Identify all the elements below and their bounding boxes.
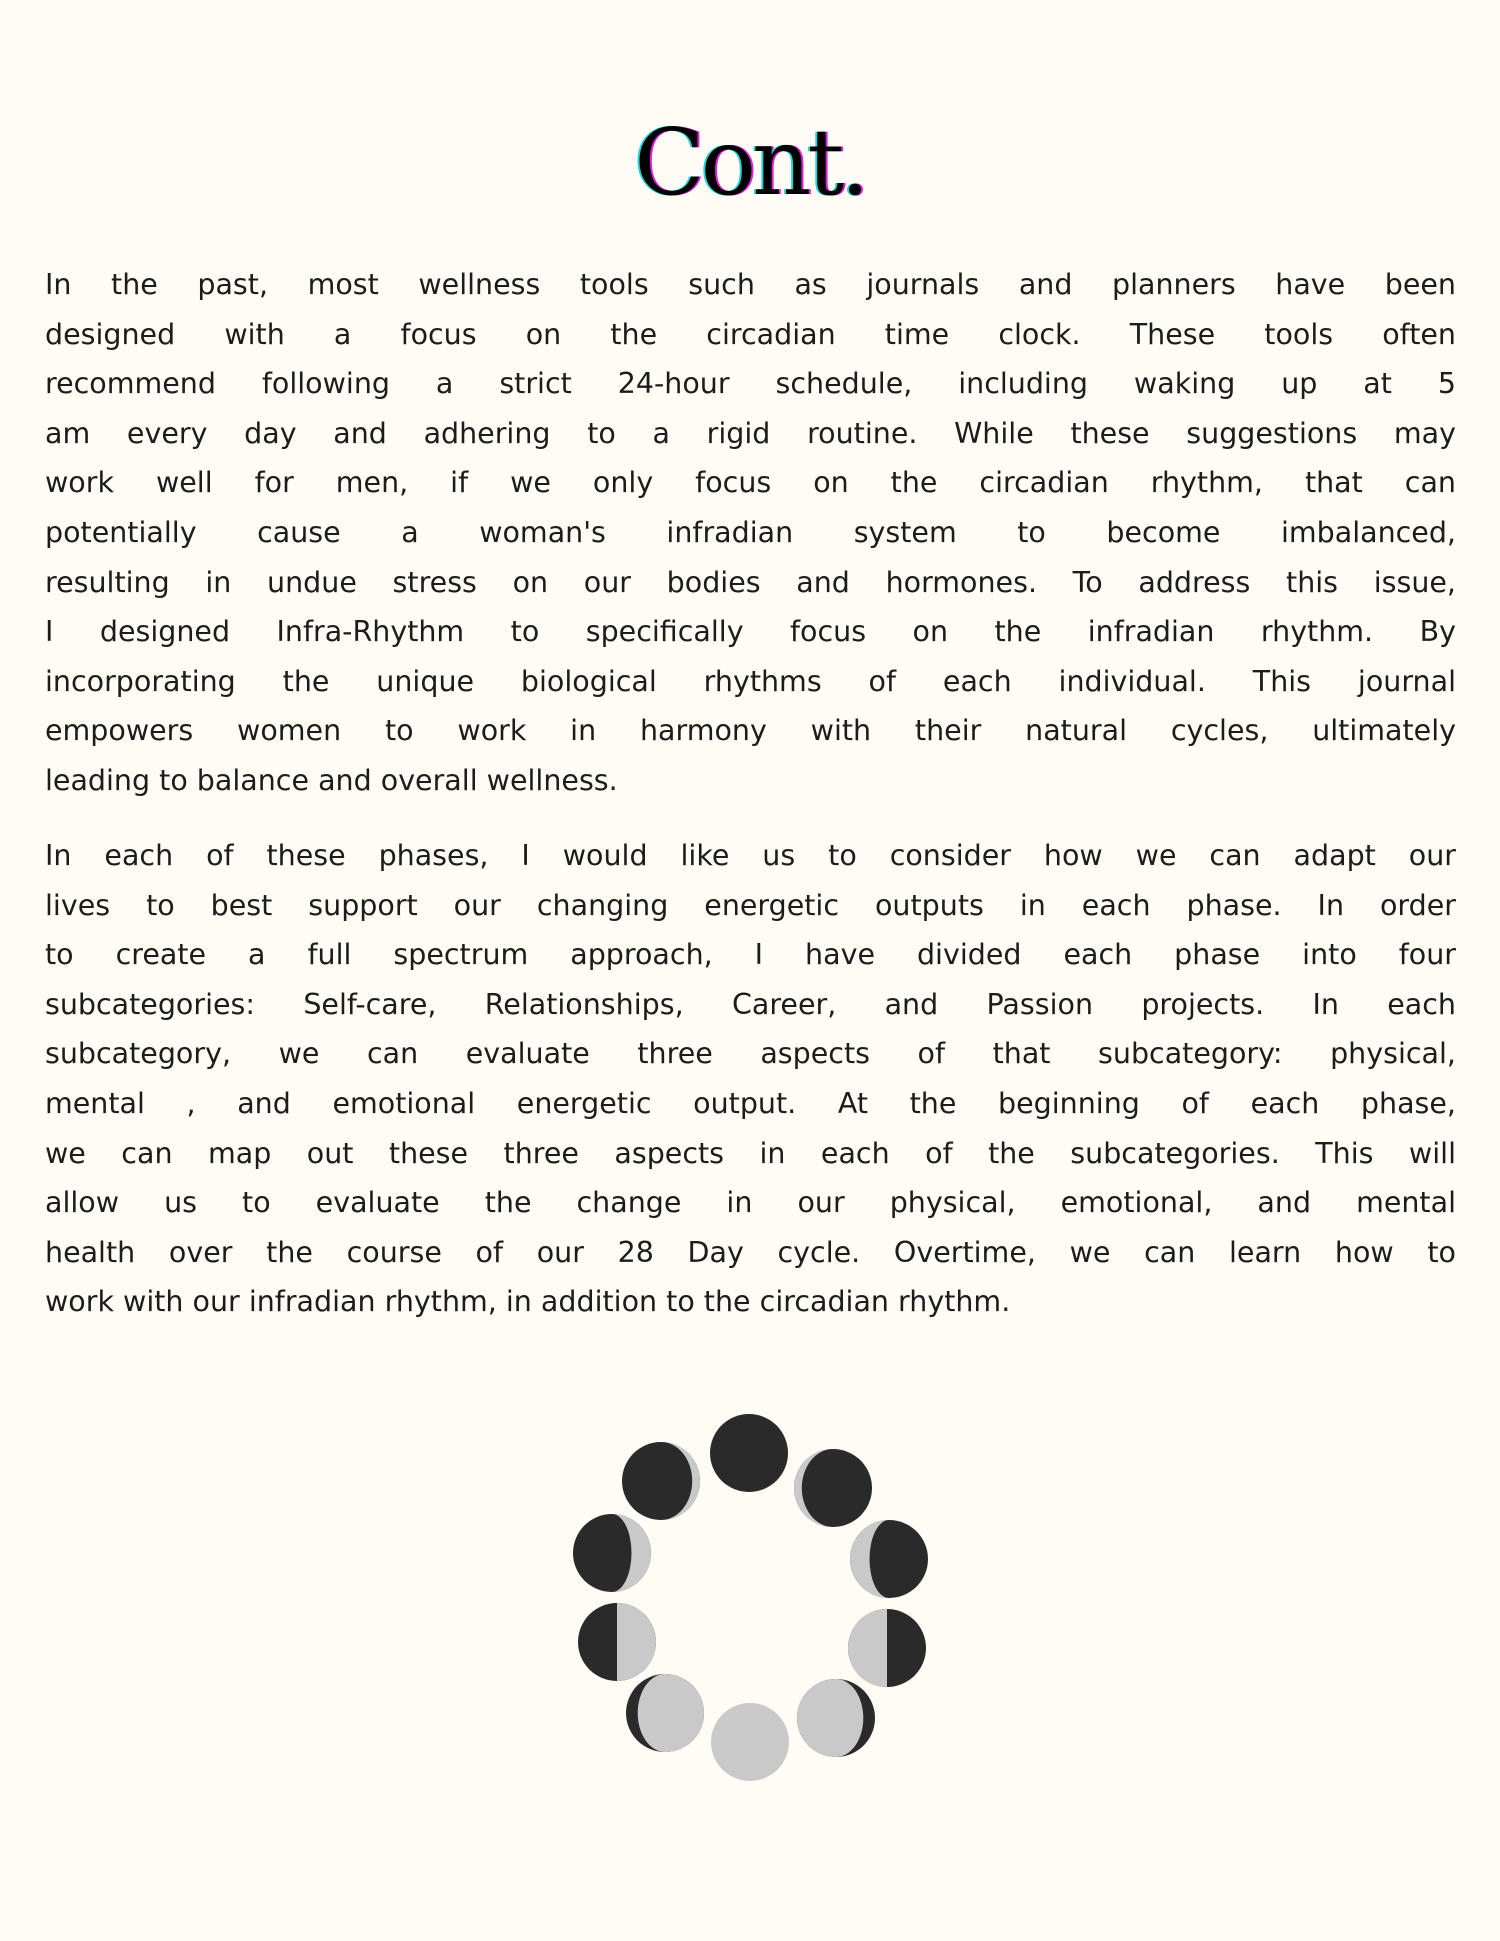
text-line: In the past, most wellness tools such as journals and planners have been [45, 268, 1456, 301]
text-line: designed with a focus on the circadian time clock. These tools often [45, 317, 1456, 351]
text-line: potentially cause a woman's infradian system to become imbalanced, [45, 515, 1456, 549]
text-line: recommend following a strict 24-hour schedule, including waking up at 5 [45, 367, 1456, 401]
text-line: to create a full spectrum approach, I have divided each phase into four [45, 938, 1456, 972]
text-line: work well for men, if we only focus on the circadian rhythm, that can [45, 466, 1456, 500]
moon-phase-icon [794, 1449, 872, 1527]
text-line: subcategories: Self-care, Relationships, Career, and Passion projects. In each [45, 987, 1456, 1021]
text-line: am every day and adhering to a rigid routine. While these suggestions may [45, 416, 1456, 450]
text-line: allow us to evaluate the change in our physical, emotional, and mental [45, 1186, 1456, 1220]
text-line: lives to best support our changing energetic outputs in each phase. In order [45, 888, 1456, 922]
moon-phase-icon [622, 1442, 700, 1520]
text-line: we can map out these three aspects in each of the subcategories. This will [45, 1136, 1456, 1170]
moon-phase-icon [850, 1520, 928, 1598]
text-line: mental , and emotional energetic output. At the beginning of each phase, [45, 1086, 1456, 1120]
moon-phase-icon [710, 1414, 788, 1492]
moon-phase-icon [797, 1679, 875, 1757]
text-line: leading to balance and overall wellness. [45, 763, 618, 797]
moon-phase-icon [848, 1609, 926, 1687]
text-line: health over the course of our 28 Day cycle. Overtime, we can learn how to [45, 1235, 1456, 1269]
text-line: resulting in undue stress on our bodies and hormones. To address this issue, [45, 565, 1456, 599]
text-line: In each of these phases, I would like us to consider how we can adapt our [45, 839, 1456, 872]
text-line: incorporating the unique biological rhythms of each individual. This journal [45, 664, 1456, 698]
page-title: Cont. [634, 109, 866, 216]
text-line: I designed Infra-Rhythm to specifically focus on the infradian rhythm. By [45, 615, 1456, 649]
text-line: work with our infradian rhythm, in addition to the circadian rhythm. [45, 1285, 1011, 1319]
text-line: subcategory, we can evaluate three aspects of that subcategory: physical, [45, 1037, 1456, 1071]
text-line: empowers women to work in harmony with their natural cycles, ultimately [45, 714, 1456, 748]
moon-phase-icon [711, 1703, 789, 1781]
moon-phase-icon [626, 1674, 704, 1752]
moon-phase-icon [573, 1514, 651, 1592]
moon-phase-icon [578, 1603, 656, 1681]
